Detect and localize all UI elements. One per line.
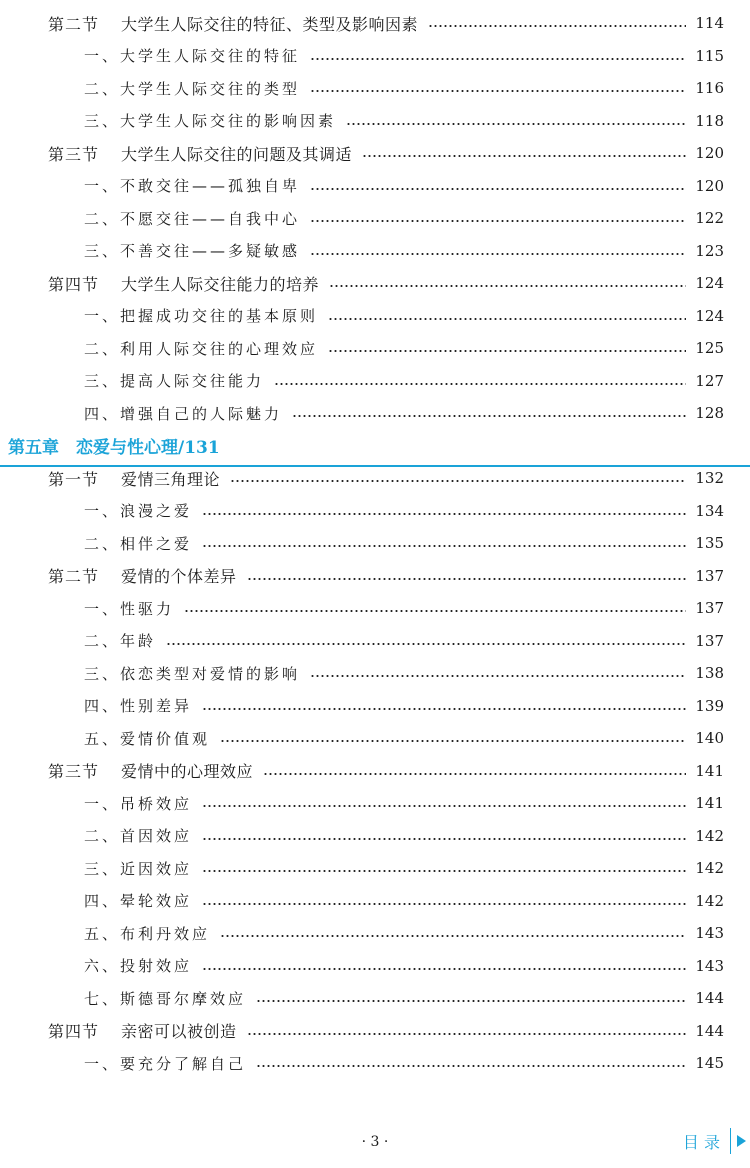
toc-item-entry[interactable]: [0, 886, 750, 916]
section-number: 第二节: [48, 567, 100, 586]
section-label: [48, 564, 237, 587]
toc-item-entry[interactable]: [0, 983, 750, 1013]
section-number: 第三节: [48, 144, 100, 164]
page-ref: 135: [695, 534, 724, 552]
dot-leader: [220, 740, 686, 742]
page-ref: 114: [695, 14, 724, 32]
section-label: [48, 12, 418, 35]
toc-item-entry[interactable]: [0, 626, 750, 656]
page-ref: 125: [695, 339, 724, 357]
item-title: 一、性驱力: [84, 599, 175, 618]
page-ref: 142: [695, 859, 724, 877]
page-ref: 116: [695, 79, 724, 97]
toc-item-entry[interactable]: [0, 41, 750, 71]
dot-leader: [202, 903, 686, 905]
section-title: 爱情三角理论: [121, 469, 221, 489]
dot-leader: [202, 838, 686, 840]
dot-leader: [230, 480, 686, 482]
section-title: 大学生人际交往的问题及其调适: [121, 144, 353, 164]
item-title: 三、近因效应: [84, 859, 193, 878]
page-ref: 143: [695, 924, 724, 942]
toc-section-entry[interactable]: [0, 8, 750, 38]
page-ref: 137: [695, 566, 724, 585]
dot-leader: [202, 545, 686, 547]
page-ref: 142: [695, 891, 724, 910]
play-arrow-icon: [737, 1135, 746, 1147]
toc-item-entry[interactable]: [0, 366, 750, 396]
toc-section-entry[interactable]: [0, 756, 750, 786]
item-title: 五、爱情价值观: [84, 729, 211, 748]
page-ref: 143: [695, 956, 724, 975]
toc-item-entry[interactable]: [0, 203, 750, 233]
toc-section-entry[interactable]: [0, 138, 750, 168]
item-title: 一、大学生人际交往的特征: [84, 47, 301, 65]
item-title: 四、性别差异: [84, 697, 193, 715]
page-ref: 141: [695, 761, 724, 780]
dot-leader: [346, 123, 686, 125]
section-number: 第四节: [48, 274, 100, 294]
item-title: 三、不善交往——多疑敏感: [84, 242, 301, 260]
dot-leader: [256, 1000, 686, 1002]
dot-leader: [329, 285, 686, 287]
dot-leader: [362, 155, 686, 157]
page-ref: 138: [695, 664, 724, 682]
section-title: 大学生人际交往的特征、类型及影响因素: [121, 14, 419, 34]
dot-leader: [310, 253, 686, 255]
page-ref: 137: [695, 631, 724, 650]
page-ref: 137: [695, 599, 724, 617]
page-number: · 3 ·: [361, 1134, 389, 1150]
dot-leader: [310, 220, 686, 222]
dot-leader: [202, 870, 686, 872]
nav-separator: [730, 1128, 731, 1154]
dot-leader: [310, 90, 686, 92]
section-title: 亲密可以被创造: [121, 1022, 237, 1041]
page-ref: 123: [695, 241, 724, 260]
item-title: 一、浪漫之爱: [84, 502, 193, 520]
dot-leader: [202, 805, 686, 807]
dot-leader: [247, 578, 686, 580]
page-ref: 144: [695, 989, 724, 1007]
page-ref: 145: [695, 1054, 724, 1072]
toc-section-entry[interactable]: [0, 561, 750, 591]
toc-section-entry[interactable]: [0, 463, 750, 493]
dot-leader: [310, 188, 686, 190]
item-title: 三、提高人际交往能力: [84, 372, 265, 390]
section-label: [48, 142, 352, 165]
item-title: 一、吊桥效应: [84, 794, 193, 813]
chapter-divider: [0, 465, 750, 467]
page-ref: 140: [695, 729, 724, 747]
page-ref: 118: [695, 111, 724, 130]
section-title: 爱情的个体差异: [121, 567, 237, 586]
toc-item-entry[interactable]: [0, 496, 750, 526]
section-number: 第三节: [48, 762, 100, 781]
dot-leader: [256, 1065, 686, 1067]
page-ref: 115: [695, 46, 724, 65]
toc-item-entry[interactable]: [0, 853, 750, 883]
section-label: [48, 1019, 237, 1042]
toc-item-entry[interactable]: [0, 528, 750, 558]
chapter-title: 第五章 恋爱与性心理/131: [8, 438, 220, 458]
dot-leader: [202, 708, 686, 710]
dot-leader: [274, 383, 686, 385]
toc-item-entry[interactable]: [0, 723, 750, 753]
toc-item-entry[interactable]: [0, 788, 750, 818]
toc-item-entry[interactable]: [0, 918, 750, 948]
toc-item-entry[interactable]: [0, 236, 750, 266]
toc-item-entry[interactable]: [0, 333, 750, 363]
page-ref: 141: [695, 794, 724, 812]
toc-item-entry[interactable]: [0, 593, 750, 623]
dot-leader: [247, 1033, 686, 1035]
item-title: 七、斯德哥尔摩效应: [84, 989, 247, 1008]
item-title: 一、把握成功交往的基本原则: [84, 307, 319, 325]
item-title: 二、年龄: [84, 632, 157, 650]
dot-leader: [310, 58, 686, 60]
section-number: 第二节: [48, 14, 100, 34]
item-title: 三、大学生人际交往的影响因素: [84, 112, 337, 130]
toc-item-entry[interactable]: [0, 691, 750, 721]
page-ref: 120: [695, 176, 724, 195]
toc-item-entry[interactable]: [0, 951, 750, 981]
item-title: 六、投射效应: [84, 957, 193, 975]
item-title: 五、布利丹效应: [84, 924, 211, 943]
toc-item-entry[interactable]: [0, 1048, 750, 1078]
page-ref: 124: [695, 274, 724, 292]
section-number: 第一节: [48, 469, 100, 489]
section-label: [48, 759, 253, 782]
item-title: 二、不愿交往——自我中心: [84, 209, 301, 228]
item-title: 二、利用人际交往的心理效应: [84, 339, 319, 358]
toc-nav-button[interactable]: [683, 1128, 746, 1154]
section-number: 第四节: [48, 1022, 100, 1041]
item-title: 二、首因效应: [84, 827, 193, 845]
dot-leader: [202, 968, 686, 970]
item-title: 二、大学生人际交往的类型: [84, 79, 301, 98]
toc-item-entry[interactable]: [0, 658, 750, 688]
page-ref: 144: [695, 1021, 724, 1040]
page-ref: 134: [695, 501, 724, 520]
page-ref: 122: [695, 209, 724, 227]
dot-leader: [184, 610, 686, 612]
section-title: 爱情中的心理效应: [121, 762, 254, 781]
toc-item-entry[interactable]: [0, 398, 750, 428]
dot-leader: [328, 350, 686, 352]
item-title: 三、依恋类型对爱情的影响: [84, 664, 301, 683]
dot-leader: [310, 675, 686, 677]
dot-leader: [166, 643, 686, 645]
section-title: 大学生人际交往能力的培养: [121, 274, 320, 294]
page-ref: 132: [695, 469, 724, 487]
dot-leader: [292, 415, 686, 417]
toc-section-entry[interactable]: [0, 268, 750, 298]
toc-item-entry[interactable]: [0, 821, 750, 851]
toc-item-entry[interactable]: [0, 171, 750, 201]
toc-section-entry[interactable]: [0, 1016, 750, 1046]
item-title: 四、晕轮效应: [84, 892, 193, 910]
item-title: 四、增强自己的人际魅力: [84, 404, 283, 423]
section-label: [48, 467, 220, 490]
dot-leader: [220, 935, 686, 937]
page-ref: 127: [695, 371, 724, 390]
toc-item-entry[interactable]: [0, 106, 750, 136]
dot-leader: [428, 25, 686, 27]
toc-item-entry[interactable]: [0, 73, 750, 103]
toc-chapter-heading[interactable]: [0, 431, 750, 461]
toc-item-entry[interactable]: [0, 301, 750, 331]
page-ref: 120: [695, 144, 724, 162]
toc-nav-label: 目 录: [682, 1132, 720, 1152]
dot-leader: [202, 513, 686, 515]
item-title: 一、要充分了解自己: [84, 1054, 247, 1073]
page-ref: 139: [695, 696, 724, 715]
item-title: 二、相伴之爱: [84, 534, 193, 553]
page-ref: 128: [695, 404, 724, 422]
dot-leader: [328, 318, 686, 320]
dot-leader: [263, 773, 686, 775]
page-ref: 124: [695, 306, 724, 325]
page-ref: 142: [695, 826, 724, 845]
item-title: 一、不敢交往——孤独自卑: [84, 177, 301, 195]
section-label: [48, 272, 319, 295]
